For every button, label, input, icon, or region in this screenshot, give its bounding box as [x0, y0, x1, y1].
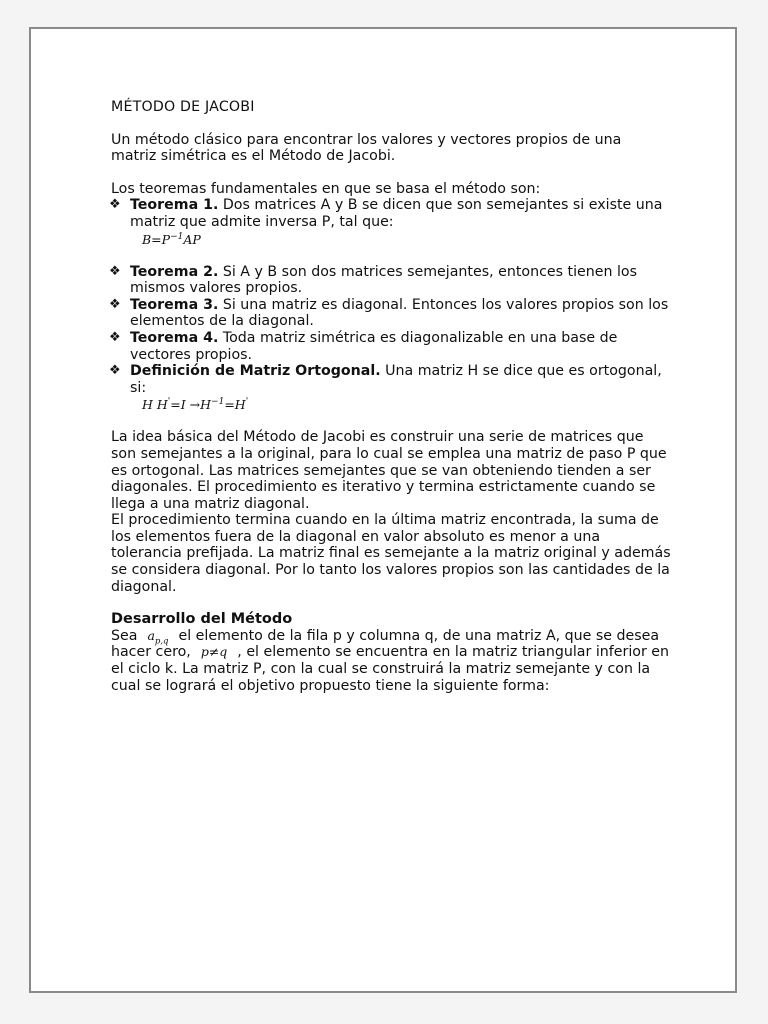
item-text: Si una matriz es diagonal. Entonces los valores propios son los elementos de la diagonal.	[130, 296, 669, 330]
item-label: Teorema 1.	[130, 197, 219, 214]
diamond-bullet-icon: ❖	[109, 329, 121, 345]
theorem-list	[111, 197, 671, 414]
section-title: Desarrollo del Método	[111, 611, 293, 628]
item-label: Teorema 4.	[130, 329, 219, 346]
diamond-bullet-icon: ❖	[109, 296, 121, 312]
list-item-theorem-4	[111, 330, 671, 363]
intro-paragraph: Un método clásico para encontrar los valores y vectores propios de una matriz simétrica es el Método de Jacobi.	[111, 131, 622, 165]
formula-similarity: $B=P^{-1}AP$	[142, 231, 201, 247]
development-paragraph: Sea $a_{p,q}$ el elemento de la fila p y columna q, de una matriz A, que se desea hacer cero, p≠q , el elemento se encuentra en la matriz triangular inferior en el ciclo k. La matriz P, con la cual se construirá la matriz semejante y con la cual se logrará el objetivo propuesto tiene la siguiente forma:	[111, 627, 670, 694]
list-item-theorem-3	[111, 297, 671, 330]
diamond-bullet-icon: ❖	[109, 263, 121, 279]
document-title: MÉTODO DE JACOBI	[111, 99, 255, 115]
list-item-theorem-2	[111, 264, 671, 297]
jacobi-idea-paragraph: La idea básica del Método de Jacobi es construir una serie de matrices que son semejantes a la original, para lo cual se emplea una matriz de paso P que es ortogonal. Las matrices semejantes que se van obteniendo tienden a ser diagonales. El procedimiento es iterativo y termina estrictamente cuando se llega a una matriz diagonal.	[111, 429, 667, 512]
diamond-bullet-icon: ❖	[109, 363, 121, 379]
list-item-theorem-1	[111, 197, 671, 248]
item-text: Una matriz H se dice que es ortogonal, si:	[130, 363, 662, 396]
item-text: Dos matrices A y B se dicen que son semejantes si existe una matriz que admite inversa P, tal que:	[130, 197, 663, 230]
formula-orthogonal: H $H'=I \to H^{-1}=H'$	[142, 397, 249, 413]
item-label: Teorema 2.	[130, 263, 219, 280]
diamond-bullet-icon: ❖	[109, 197, 121, 213]
theorems-intro: Los teoremas fundamentales en que se basa el método son:	[111, 180, 541, 197]
math-p-neq-q: p≠q	[200, 644, 228, 660]
procedure-end-paragraph: El procedimiento termina cuando en la última matriz encontrada, la suma de los elementos fuera de la diagonal en valor absoluto es menor a una tolerancia prefijada. La matriz final es semejante a la matriz original y además se considera diagonal. Por lo tanto los valores propios son las cantidades de la diagonal.	[111, 512, 671, 595]
list-item-orthogonal-definition	[111, 363, 671, 414]
math-element-apq: $a_{p,q}$	[147, 627, 169, 647]
item-label: Definición de Matriz Ortogonal.	[130, 363, 381, 380]
document-content	[111, 99, 671, 694]
item-text: Si A y B son dos matrices semejantes, entonces tienen los mismos valores propios.	[130, 263, 637, 297]
item-text: Toda matriz simétrica es diagonalizable en una base de vectores propios.	[130, 329, 618, 363]
item-label: Teorema 3.	[130, 296, 219, 313]
document-page	[29, 27, 737, 993]
